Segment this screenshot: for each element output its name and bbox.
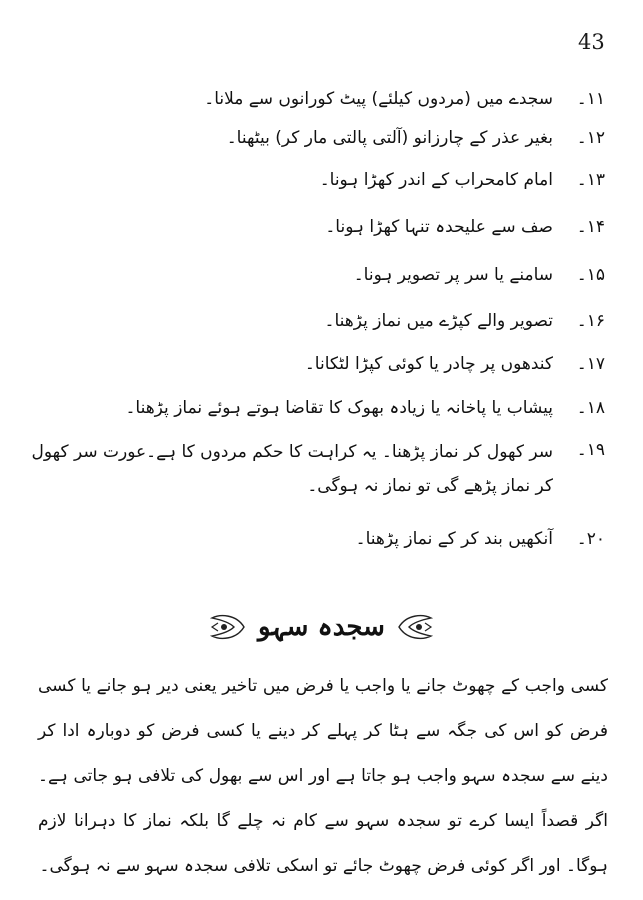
heading-title: سجدہ سہو: [258, 612, 385, 642]
list-item: [30, 306, 605, 349]
item-text: آنکھیں بند کر کے نماز پڑھنا۔: [355, 529, 553, 549]
item-number: ۱۸۔: [576, 398, 605, 418]
list-item: [30, 349, 605, 393]
list-item: [30, 212, 605, 260]
item-text: پیشاب یا پاخانہ یا زیادہ بھوک کا تقاضا ہوتے ہوئے نماز پڑھنا۔: [125, 398, 553, 418]
body-paragraph: کسی واجب کے چھوٹ جانے یا واجب یا فرض میں تاخیر یعنی دیر ہو جانے یا کسی فرض کو اس کی جگہ سے ہٹا کر پہلے کر دینے یا کسی فرض کو دوبارہ ادا کر دینے سے سجدہ سہو واجب ہو جاتا ہے اور اس سے بھول کی تلافی ہو جاتی ہے۔ اگر قصداً ایسا کرے تو سجدہ سہو سے کام نہ چلے گا بلکہ نماز کا دہرانا لازم ہوگا۔ اور اگر کوئی فرض چھوٹ جائے تو اسکی تلافی سجدہ سہو سے نہ ہوگی۔: [38, 676, 608, 876]
item-number: ۱۳۔: [576, 170, 605, 190]
page-number: 43: [578, 30, 605, 54]
item-text: امام کامحراب کے اندر کھڑا ہونا۔: [319, 170, 553, 190]
item-text: کندھوں پر چادر یا کوئی کپڑا لٹکانا۔: [304, 354, 553, 374]
floral-bracket-icon: [395, 612, 435, 642]
list-item: [30, 435, 605, 524]
list-item: [30, 165, 605, 212]
list-item: [30, 393, 605, 435]
item-number: ۱۲۔: [576, 128, 605, 148]
list-item: [30, 260, 605, 306]
item-number: ۱۷۔: [576, 354, 605, 374]
item-number: ۱۵۔: [576, 265, 605, 285]
item-number: ۱۹۔: [576, 440, 605, 460]
list-item: [30, 84, 605, 123]
item-text: سامنے یا سر پر تصویر ہونا۔: [353, 265, 553, 285]
section-heading: [0, 612, 643, 646]
floral-bracket-icon: [208, 612, 248, 642]
item-text: سر کھول کر نماز پڑھنا۔ یہ کراہت کا حکم مردوں کا ہے۔عورت سر کھول کر نماز پڑھے گی تو نماز نہ ہوگی۔: [31, 442, 553, 496]
item-number: ۱۱۔: [576, 89, 605, 109]
item-text: صف سے علیحدہ تنہا کھڑا ہونا۔: [325, 217, 553, 237]
list-item: [30, 123, 605, 165]
item-text: بغیر عذر کے چارزانو (آلتی پالتی مار کر) بیٹھنا۔: [226, 128, 553, 148]
makruhat-list: [30, 84, 605, 560]
item-text: تصویر والے کپڑے میں نماز پڑھنا۔: [324, 311, 553, 331]
list-item: [30, 524, 605, 560]
item-text: سجدے میں (مردوں کیلئے) پیٹ کورانوں سے ملانا۔: [204, 89, 553, 109]
item-number: ۲۰۔: [576, 529, 605, 549]
item-number: ۱۶۔: [576, 311, 605, 331]
item-number: ۱۴۔: [576, 217, 605, 237]
